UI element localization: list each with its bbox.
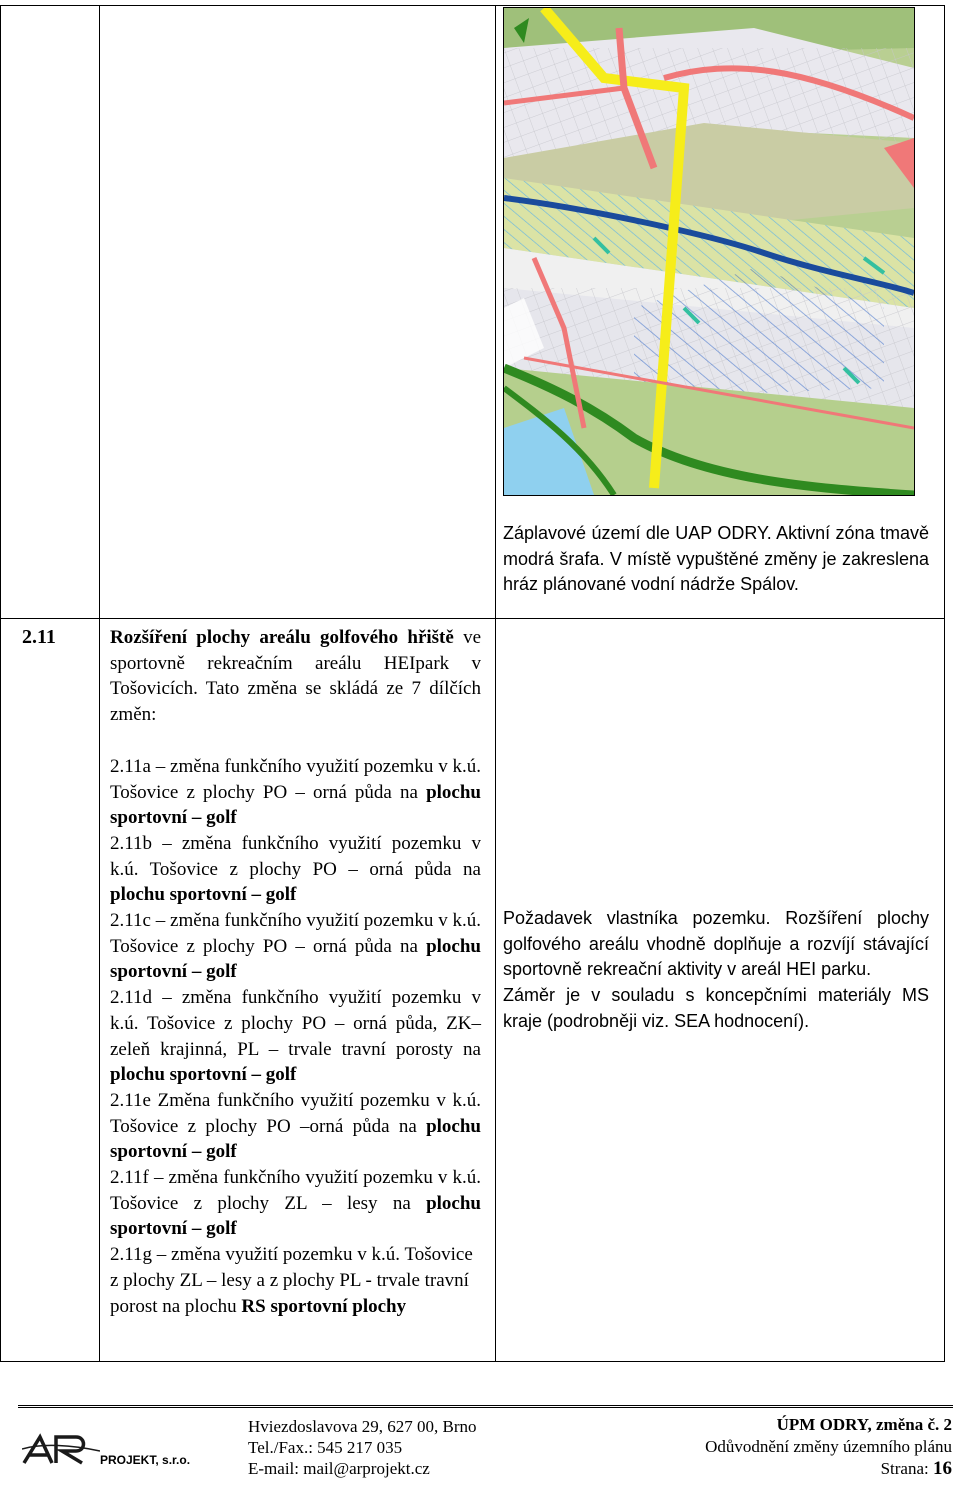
item-title — [110, 625, 481, 728]
item-title-bold: Rozšíření plochy areálu golfového hřiště — [110, 627, 454, 648]
change-text: 2.11c – změna funkčního využití pozemku v k.ú. Tošovice z plochy PO – orná půda na — [110, 910, 481, 957]
item-number: 2.11 — [22, 626, 56, 648]
change-2-11g — [110, 1242, 481, 1319]
logo-text: PROJEKT, s.r.o. — [100, 1453, 191, 1467]
change-target: plochu sportovní – golf — [110, 884, 297, 906]
page-footer — [0, 1400, 960, 1489]
page-number: 16 — [933, 1458, 952, 1479]
change-text: 2.11g – změna využití pozemku v k.ú. Tošovice z plochy ZL – lesy a z plochy PL - trvale travní porost na plochu — [110, 1244, 473, 1317]
change-target: RS sportovní plochy — [241, 1295, 407, 1317]
footer-page — [705, 1458, 952, 1480]
map-caption: Záplavové území dle UAP ODRY. Aktivní zóna tmavě modrá šrafa. V místě vypuštěné změny je zakreslena hráz plánované vodní nádrže Spálov. — [503, 523, 929, 595]
change-target: plochu sportovní – golf — [110, 1064, 297, 1086]
change-target: plochu sportovní – golf — [110, 1192, 481, 1240]
cell-number — [1, 619, 100, 1362]
change-2-11a — [110, 754, 481, 831]
justification-paragraph-2: Záměr je v souladu s koncepčními materiály MS kraje (podrobněji viz. SEA hodnocení). — [503, 985, 929, 1031]
change-text: 2.11d – změna funkčního využití pozemku v k.ú. Tošovice z plochy PO – orná půda, ZK– zeleň krajinná, PL – trvale travní porosty na — [110, 987, 481, 1060]
justification — [503, 906, 929, 1035]
change-2-11c — [110, 908, 481, 985]
footer-doc-subtitle: Odůvodnění změny územního plánu — [705, 1437, 952, 1456]
change-target: plochu sportovní – golf — [110, 935, 481, 983]
footer-document — [705, 1414, 952, 1480]
footer-doc-title: ÚPM ODRY, změna č. 2 — [776, 1415, 952, 1434]
change-text: 2.11f – změna funkčního využití pozemku v k.ú. Tošovice z plochy ZL – lesy na — [110, 1167, 481, 1214]
change-2-11f — [110, 1165, 481, 1242]
page-label: Strana: — [880, 1459, 933, 1478]
cell-empty-1 — [1, 6, 100, 619]
footer-contact — [248, 1416, 477, 1479]
zoning-map — [503, 7, 915, 496]
change-target: plochu sportovní – golf — [110, 781, 481, 829]
item-description — [110, 625, 481, 1319]
item-title-rest: ve sportovně rekreačním areálu HEIpark v Tošovicích. Tato změna se skládá ze 7 dílčích změn: — [110, 627, 481, 726]
change-target: plochu sportovní – golf — [110, 1115, 481, 1163]
footer-phone: Tel./Fax.: 545 217 035 — [248, 1438, 403, 1457]
change-2-11d — [110, 985, 481, 1088]
change-2-11b — [110, 831, 481, 908]
justification-paragraph-1: Požadavek vlastníka pozemku. Rozšíření plochy golfového areálu vhodně doplňuje a rozvíjí stávající sportovně rekreační aktivity v areál HEI parku. — [503, 908, 929, 980]
footer-address: Hviezdoslavova 29, 627 00, Brno — [248, 1417, 477, 1436]
footer-email: E-mail: mail@arprojekt.cz — [248, 1459, 430, 1478]
change-text: 2.11e Změna funkčního využití pozemku v k.ú. Tošovice z plochy PO –orná půda na — [110, 1089, 481, 1137]
cell-empty-2 — [100, 6, 496, 619]
change-2-11e — [110, 1088, 481, 1165]
change-text: 2.11b – změna funkčního využití pozemku v k.ú. Tošovice z plochy PO – orná půda na — [110, 832, 481, 880]
footer-rule — [18, 1405, 953, 1408]
change-text: 2.11a – změna funkčního využití pozemku v k.ú. Tošovice z plochy PO – orná půda na — [110, 755, 481, 803]
arprojekt-logo-icon — [22, 1433, 100, 1467]
